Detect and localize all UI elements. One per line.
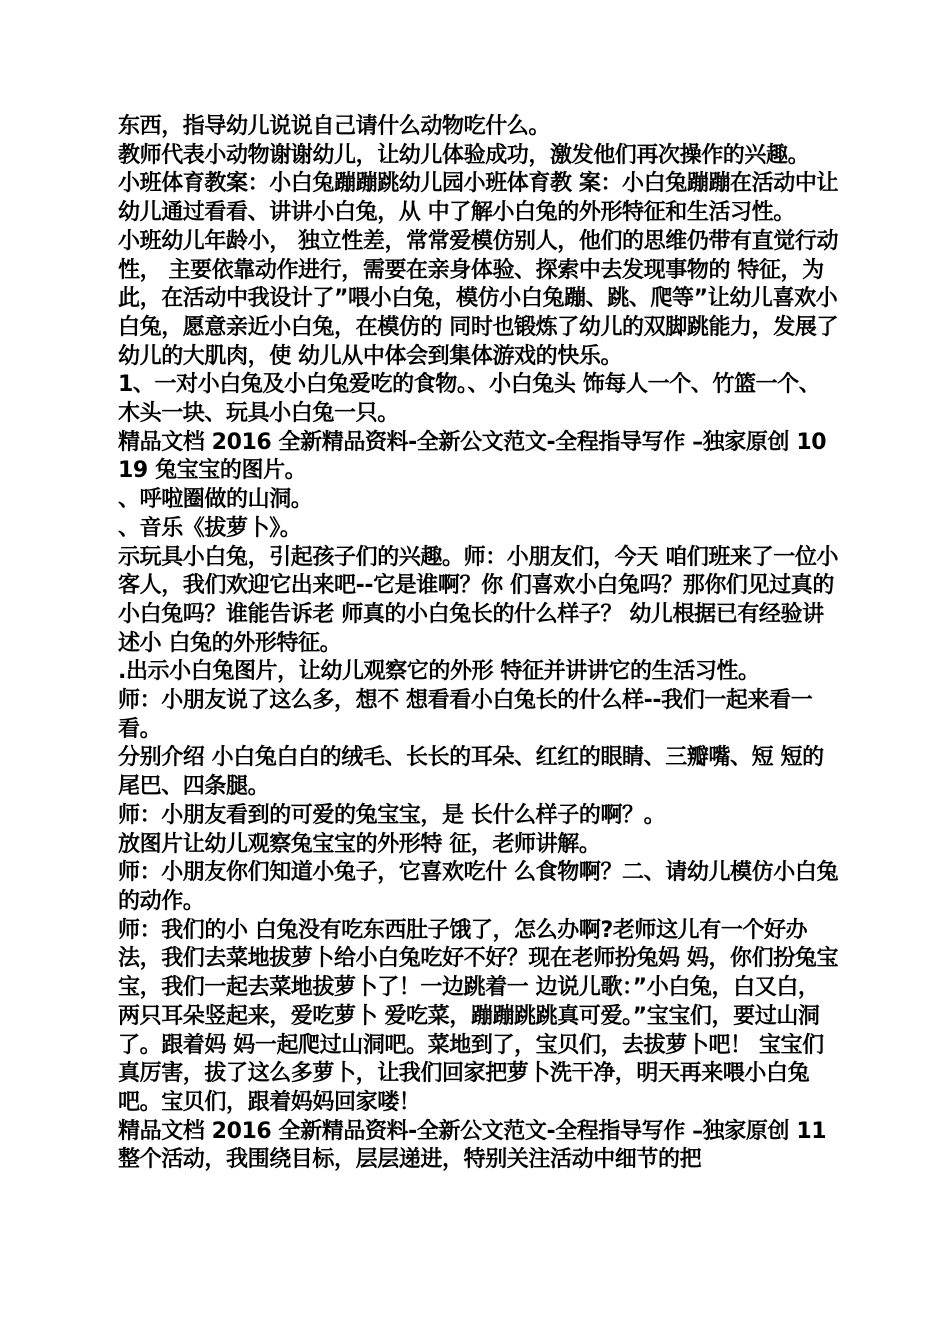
paragraph-17: 精品文档 2016 全新精品资料-全新公文范文-全程指导写作 –独家原创 11 整个活动，我围绕目标，层层递进，特别关注活动中细节的把 bbox=[118, 1118, 827, 1173]
paragraph-15: 师：小朋友你们知道小兔子，它喜欢吃什 么食物啊？二、请幼儿模仿小白兔的动作。 bbox=[118, 860, 839, 914]
paragraph-1: 东西，指导幼儿说说自己请什么动物吃什么。 bbox=[118, 114, 551, 139]
paragraph-2: 教师代表小动物谢谢幼儿，让幼儿体验成功，激发他们再次操作的兴趣。 bbox=[118, 142, 810, 168]
document-page bbox=[118, 113, 840, 1175]
paragraph-16: 师：我们的小 白兔没有吃东西肚子饿了，怎么办啊?老师这儿有一个好办 法，我们去菜地拔萝卜给小白兔吃好不好？现在老师扮兔妈 妈，你们扮兔宝宝，我们一起去菜地拔萝卜了！一边跳着一 边说儿歌：”小白兔，白又白，两只耳朵竖起来，爱吃萝卜 爱吃菜，蹦蹦跳跳真可爱。”宝宝们，要过山洞了。跟着妈 妈一起爬过山洞吧。菜地到了，宝贝们，去拔萝卜吧！ 宝宝们真厉害，拔了这么多萝卜，让我们回家把萝卜洗干净，明天再来喂小白兔吧。宝贝们，跟着妈妈回家喽！ bbox=[118, 917, 839, 1115]
paragraph-6: 精品文档 2016 全新精品资料-全新公文范文-全程指导写作 –独家原创 10 19 兔宝宝的图片。 bbox=[118, 429, 827, 484]
paragraph-12: 分别介绍 小白兔白白的绒毛、长长的耳朵、红红的眼睛、三瓣嘴、短 短的尾巴、四条腿。 bbox=[118, 745, 824, 800]
paragraph-14: 放图片让幼儿观察兔宝宝的外形特 征，老师讲解。 bbox=[118, 831, 601, 857]
paragraph-10: .出示小白兔图片，让幼儿观察它的外形 特征并讲讲它的生活习性。 bbox=[118, 659, 760, 685]
paragraph-7: 、呼啦圈做的山洞。 bbox=[118, 487, 313, 513]
paragraph-4: 小班幼儿年龄小， 独立性差，常常爱模仿别人，他们的思维仍带有直觉行动性， 主要依靠动作进行，需要在亲身体验、探索中去发现事物的 特征，为此，在活动中我设计了”喂小白兔，模仿小白兔蹦、跳、爬等”让幼儿喜欢小白兔，愿意亲近小白兔，在模仿的 同时也锻炼了幼儿的双脚跳能力，发展了幼儿的大肌肉，使 幼儿从中体会到集体游戏的快乐。 bbox=[118, 228, 839, 369]
paragraph-9: 示玩具小白兔，引起孩子们的兴趣。师：小朋友们，今天 咱们班来了一位小客人，我们欢迎它出来吧--它是谁啊？你 们喜欢小白兔吗？那你们见过真的小白兔吗？谁能告诉老 师真的小白兔长的什么样子？ 幼儿根据已有经验讲述小 白兔的外形特征。 bbox=[118, 544, 839, 656]
paragraph-5: 1、一对小白兔及小白兔爱吃的食物。、小白兔头 饰每人一个、竹篮一个、木头一块、玩具小白兔一只。 bbox=[118, 372, 821, 427]
paragraph-13: 师：小朋友看到的可爱的兔宝宝，是 长什么样子的啊？。 bbox=[118, 802, 666, 828]
paragraph-3: 小班体育教案：小白兔蹦蹦跳幼儿园小班体育教 案：小白兔蹦蹦在活动中让幼儿通过看看、讲讲小白兔，从 中了解小白兔的外形特征和生活习性。 bbox=[118, 171, 839, 226]
paragraph-8: 、音乐《拔萝卜》。 bbox=[118, 515, 302, 541]
paragraph-11: 师：小朋友说了这么多，想不 想看看小白兔长的什么样--我们一起来看一看。 bbox=[118, 688, 813, 742]
